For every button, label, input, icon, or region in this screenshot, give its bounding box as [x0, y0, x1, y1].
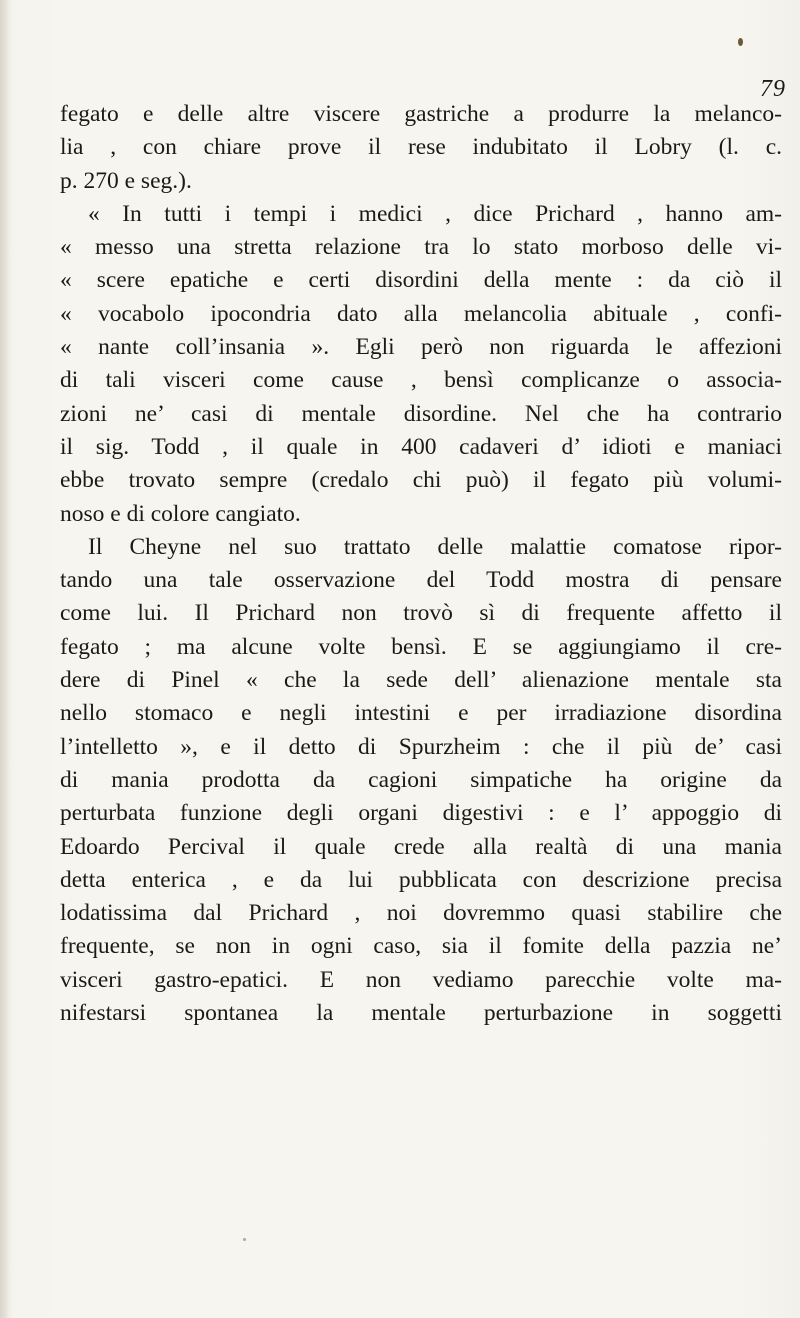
text-line: nello stomaco e negli intestini e per irradiazione disordina	[60, 700, 782, 727]
text-line: ebbe trovato sempre (credalo chi può) il fegato più volumi-	[60, 467, 782, 494]
text-line: lia , con chiare prove il rese indubitato il Lobry (l. c.	[60, 134, 782, 161]
text-line: Il Cheyne nel suo trattato delle malattie comatose ripor-	[88, 533, 782, 560]
text-line: fegato e delle altre viscere gastriche a produrre la melanco-	[60, 101, 782, 127]
page-number: 79	[760, 76, 786, 102]
text-line: lodatissima dal Prichard , noi dovremmo quasi stabilire che	[60, 900, 782, 927]
text-line: visceri gastro-epatici. E non vediamo parecchie volte ma-	[60, 966, 782, 993]
text-line: perturbata funzione degli organi digestivi : e l’ appoggio di	[60, 800, 782, 827]
body-text	[60, 98, 782, 1030]
text-line: come lui. Il Prichard non trovò sì di frequente affetto il	[60, 600, 782, 627]
text-line: detta enterica , e da lui pubblicata con descrizione precisa	[60, 866, 782, 893]
text-line: il sig. Todd , il quale in 400 cadaveri d’ idioti e maniaci	[60, 433, 782, 460]
text-line: noso e di colore cangiato.	[60, 500, 301, 527]
text-line: tando una tale osservazione del Todd mostra di pensare	[60, 567, 782, 594]
page-binding-shadow	[0, 0, 10, 1318]
text-line: l’intelletto », e il detto di Spurzheim : che il più de’ casi	[60, 733, 782, 760]
ink-spot	[738, 38, 743, 46]
text-line: di tali visceri come cause , bensì complicanze o associa-	[60, 367, 782, 394]
text-line: « vocabolo ipocondria dato alla melancolia abituale , confi-	[60, 300, 782, 327]
text-line: nifestarsi spontanea la mentale perturbazione in soggetti	[60, 1000, 782, 1027]
text-line: frequente, se non in ogni caso, sia il fomite della pazzia ne’	[60, 933, 782, 960]
text-line: zioni ne’ casi di mentale disordine. Nel che ha contrario	[60, 400, 782, 427]
text-line: di mania prodotta da cagioni simpatiche ha origine da	[60, 766, 782, 793]
text-line: fegato ; ma alcune volte bensì. E se aggiungiamo il cre-	[60, 633, 782, 660]
text-line: p. 270 e seg.).	[60, 167, 192, 194]
text-line: dere di Pinel « che la sede dell’ alienazione mentale sta	[60, 667, 782, 694]
text-line: Edoardo Percival il quale crede alla realtà di una mania	[60, 833, 782, 860]
text-line: « In tutti i tempi i medici , dice Prichard , hanno am-	[88, 200, 782, 227]
text-line: « scere epatiche e certi disordini della mente : da ciò il	[60, 267, 782, 294]
ink-speck	[243, 1238, 246, 1241]
text-line: « nante coll’insania ». Egli però non riguarda le affezioni	[60, 334, 782, 361]
text-line: « messo una stretta relazione tra lo stato morboso delle vi-	[60, 234, 782, 261]
